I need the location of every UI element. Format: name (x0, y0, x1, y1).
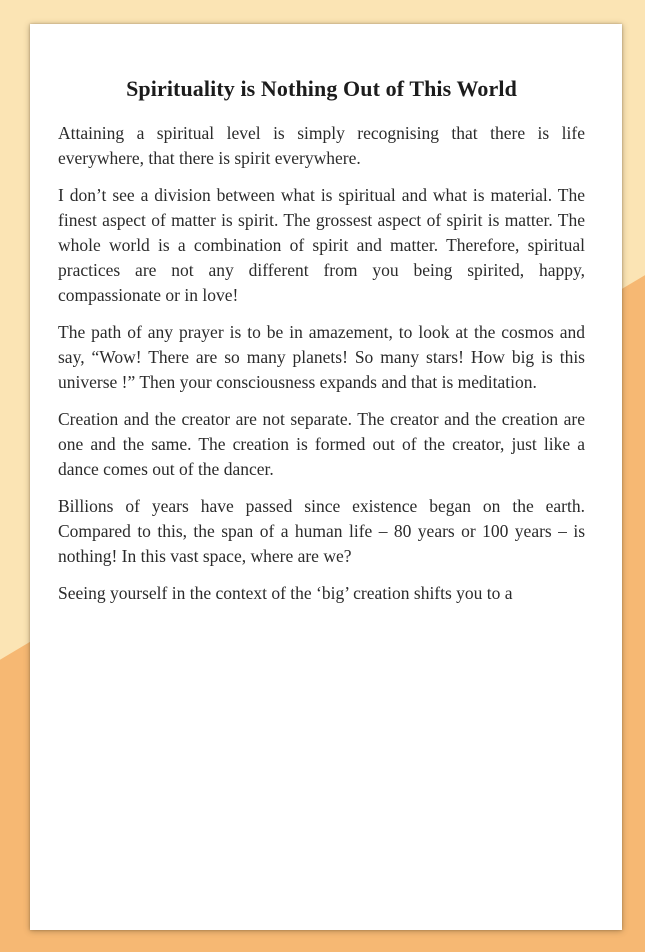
chapter-title: Spirituality is Nothing Out of This World (126, 76, 517, 101)
body-paragraph: Seeing yourself in the context of the ‘big’ creation shifts you to a (58, 583, 513, 603)
body-paragraph: I don’t see a division between what is spiritual and what is material. The finest aspect of matter is spirit. The grossest aspect of spirit is matter. The whole world is a combination of spirit and matter. Therefore, spiritual practices are not any different from you being spirited, happy, compassionate or in love! (58, 185, 585, 305)
body-paragraph: Attaining a spiritual level is simply recognising that there is life everywhere, that there is spirit everywhere. (58, 123, 585, 168)
book-page (30, 24, 622, 930)
body-paragraph: Creation and the creator are not separate. The creator and the creation are one and the same. The creation is formed out of the creator, just like a dance comes out of the dancer. (58, 409, 585, 479)
body-paragraph: Billions of years have passed since existence began on the earth. Compared to this, the span of a human life – 80 years or 100 years – is nothing! In this vast space, where are we? (58, 496, 585, 566)
body-paragraph: The path of any prayer is to be in amazement, to look at the cosmos and say, “Wow! There are so many planets! So many stars! How big is this universe !” Then your consciousness expands and that is meditation. (58, 322, 585, 392)
